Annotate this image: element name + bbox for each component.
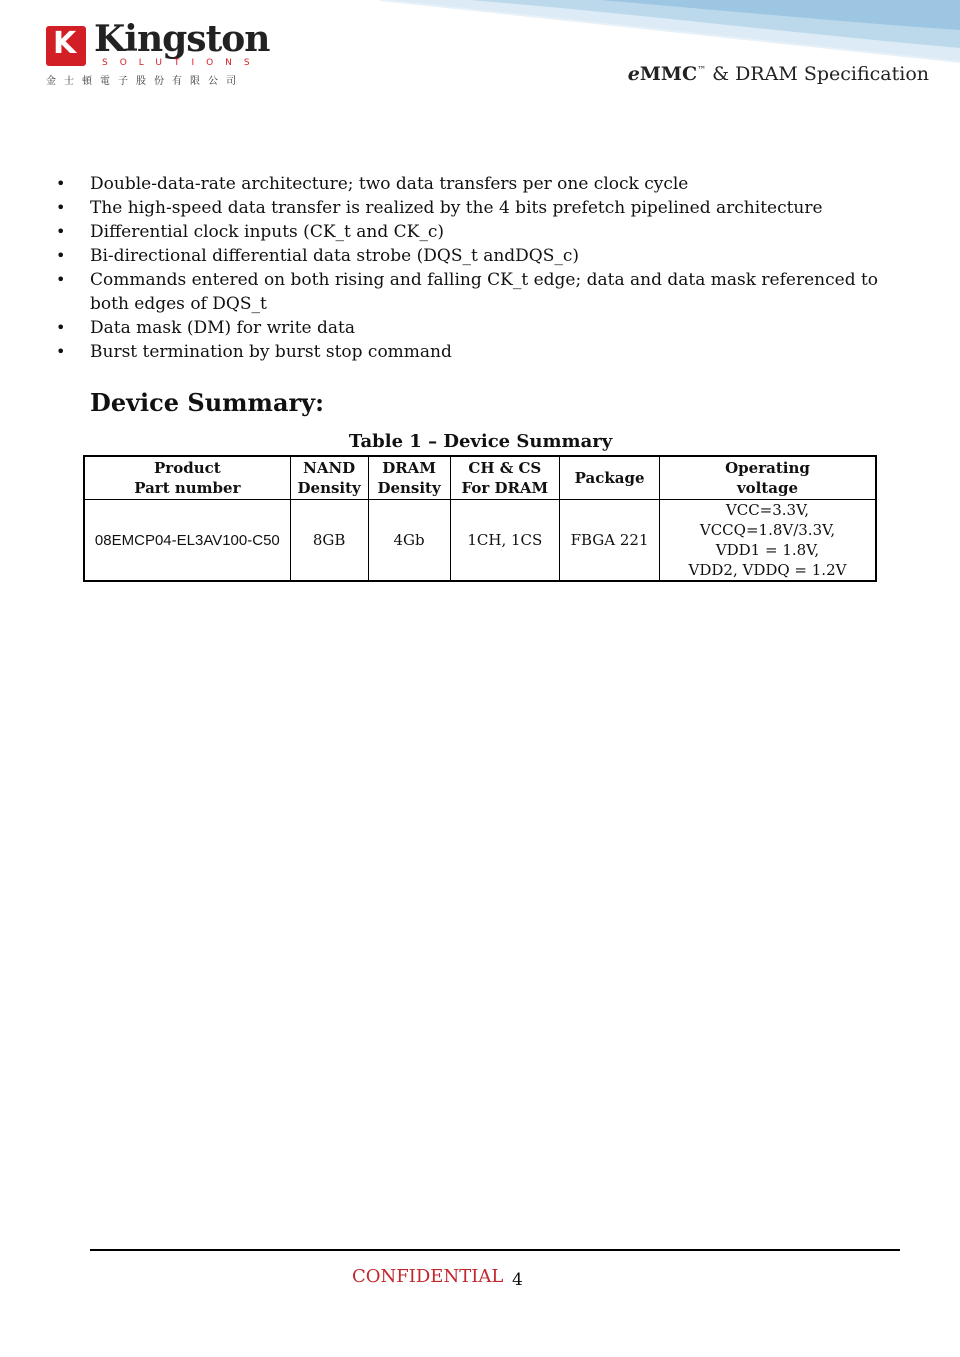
section-heading: Device Summary: [90, 388, 324, 417]
kingston-tagline: SOLUTIONS [102, 58, 262, 68]
cell-ch-cs: 1CH, 1CS [450, 500, 560, 582]
header-nand-density: NAND Density [290, 456, 368, 500]
header-package: Package [560, 456, 660, 500]
kingston-chinese-name: 金士頓電子股份有限公司 [46, 76, 244, 87]
feature-item: • Double-data-rate architecture; two data transfers per one clock cycle [56, 172, 916, 196]
spec-title [628, 63, 929, 85]
feature-item: • Burst termination by burst stop command [56, 340, 916, 364]
cell-operating-voltage: VCC=3.3V, VCCQ=1.8V/3.3V, VDD1 = 1.8V, VDD2, VDDQ = 1.2V [659, 500, 876, 582]
footer-confidential: CONFIDENTIAL [352, 1266, 504, 1287]
feature-item: • The high-speed data transfer is realized by the 4 bits prefetch pipelined architecture [56, 196, 916, 220]
header-product: Product Part number [84, 456, 290, 500]
header-operating-voltage: Operating voltage [659, 456, 876, 500]
header-dram-density: DRAM Density [368, 456, 450, 500]
table-header-row [84, 456, 876, 500]
feature-list [56, 172, 916, 364]
kingston-mark-icon [46, 26, 86, 66]
kingston-wordmark: Kingston [94, 18, 270, 60]
cell-dram-density: 4Gb [368, 500, 450, 582]
spec-title-tm: ™ [697, 65, 707, 76]
cell-part-number: 08EMCP04-EL3AV100-C50 [84, 500, 290, 582]
cell-package: FBGA 221 [560, 500, 660, 582]
kingston-mark-letter: K [53, 26, 74, 61]
feature-item: • Commands entered on both rising and falling CK_t edge; data and data mask referenced to both edges of DQS_t [56, 268, 916, 316]
table-row [84, 500, 876, 582]
device-summary-table [83, 455, 877, 582]
footer-page-number: 4 [512, 1270, 523, 1290]
feature-item: • Data mask (DM) for write data [56, 316, 916, 340]
spec-title-e: e [627, 63, 640, 85]
cell-nand-density: 8GB [290, 500, 368, 582]
feature-item: • Differential clock inputs (CK_t and CK_c) [56, 220, 916, 244]
spec-title-mmc: MMC [639, 63, 698, 85]
table-caption: Table 1 – Device Summary [348, 431, 613, 452]
kingston-logo [46, 18, 270, 90]
feature-item: • Bi-directional differential data strobe (DQS_t andDQS_c) [56, 244, 916, 268]
header-ch-cs: CH & CS For DRAM [450, 456, 560, 500]
footer-divider [90, 1249, 900, 1251]
spec-title-rest: & DRAM Specification [706, 63, 929, 85]
